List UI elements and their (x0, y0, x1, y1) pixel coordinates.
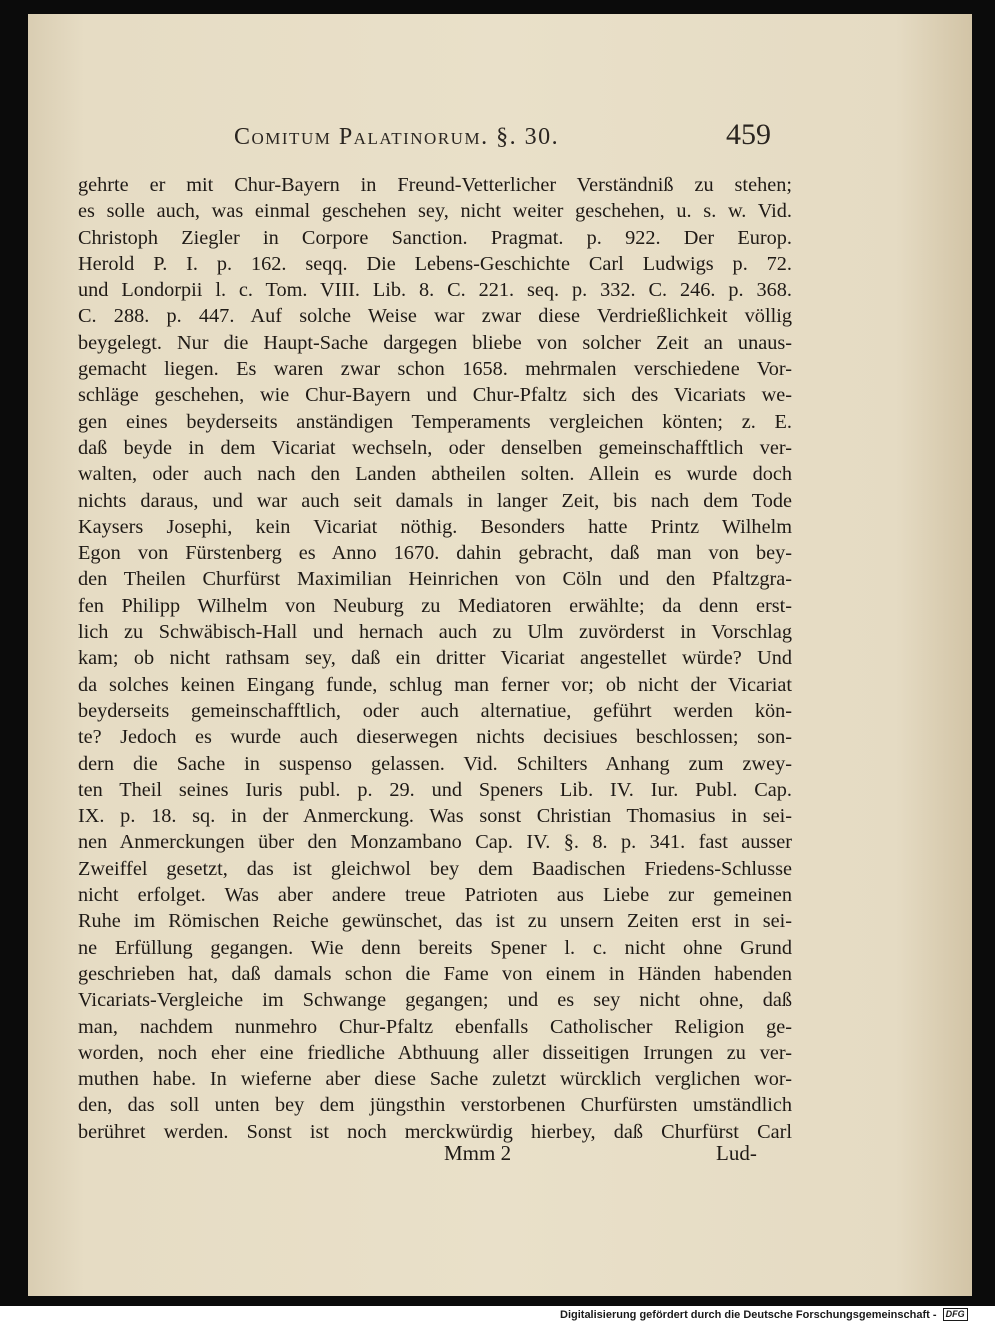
running-title: Comitum Palatinorum. §. 30. (234, 124, 560, 150)
credit-text: Digitalisierung gefördert durch die Deutsche Forschungsgemeinschaft - (560, 1309, 937, 1321)
digitization-credit (560, 1308, 968, 1321)
text-line: fen Philipp Wilhelm von Neuburg zu Mediatoren erwählte; da denn erst- (78, 594, 792, 617)
text-line: gehrte er mit Chur-Bayern in Freund-Vetterlicher Verständniß zu stehen; (78, 174, 792, 196)
text-line: nicht erfolget. Was aber andere treue Patrioten aus Liebe zur gemeinen (78, 884, 792, 907)
signature-mark: Mmm 2 (444, 1141, 512, 1165)
book-page (28, 14, 972, 1296)
text-line: geschrieben hat, daß damals schon die Fame von einem in Händen habenden (78, 962, 792, 985)
text-line: walten, oder auch nach den Landen abtheilen solten. Allein es wurde doch (78, 463, 792, 486)
text-line: lich zu Schwäbisch-Hall und hernach auch zu Ulm zuvörderst in Vorschlag (78, 621, 792, 644)
catchword: Lud- (716, 1141, 757, 1165)
text-line: muthen habe. In wieferne aber diese Sache zuletzt würcklich verglichen wor- (78, 1068, 792, 1091)
text-line: Kaysers Josephi, kein Vicariat nöthig. Besonders hatte Printz Wilhelm (78, 515, 792, 538)
text-line: ne Erfüllung gegangen. Wie denn bereits Spener l. c. nicht ohne Grund (78, 936, 792, 959)
page-header (28, 120, 972, 160)
text-line: beyderseits gemeinschafftlich, oder auch alternatiue, geführt werden kön- (78, 699, 792, 722)
text-line: gen eines beyderseits anständigen Temperaments vergleichen könten; z. E. (78, 410, 792, 433)
text-line: da solches keinen Eingang funde, schlug man ferner vor; ob nicht der Vicariat (78, 673, 792, 696)
text-line: Herold P. I. p. 162. seqq. Die Lebens-Geschichte Carl Ludwigs p. 72. (78, 252, 792, 275)
text-line: beygelegt. Nur die Haupt-Sache dargegen bliebe von solcher Zeit an unaus- (78, 331, 792, 354)
text-line: nichts daraus, und war auch seit damals in langer Zeit, bis nach dem Tode (78, 489, 792, 512)
text-line: Ruhe im Römischen Reiche gewünschet, das ist zu unsern Zeiten erst in sei- (78, 910, 792, 933)
text-line: C. 288. p. 447. Auf solche Weise war zwar diese Verdrießlichkeit völlig (78, 305, 792, 328)
text-line: den, das soll unten bey dem jüngsthin verstorbenen Churfürsten umständlich (78, 1094, 792, 1117)
text-line: dern die Sache in suspenso gelassen. Vid. Schilters Anhang zum zwey- (78, 752, 792, 775)
text-line: daß beyde in dem Vicariat wechseln, oder denselben gemeinschafftlich ver- (78, 436, 792, 459)
text-line: Christoph Ziegler in Corpore Sanction. Pragmat. p. 922. Der Europ. (78, 226, 792, 249)
text-line: Egon von Fürstenberg es Anno 1670. dahin gebracht, daß man von bey- (78, 542, 792, 565)
text-line: worden, noch eher eine friedliche Abthuung aller disseitigen Irrungen zu ver- (78, 1041, 792, 1064)
text-line: Zweiffel gesetzt, das ist gleichwol bey dem Baadischen Friedens-Schlusse (78, 857, 792, 880)
text-line: kam; ob nicht rathsam sey, daß ein dritter Vicariat angestellet würde? Und (78, 647, 792, 670)
text-line: nen Anmerckungen über den Monzambano Cap. IV. §. 8. p. 341. fast ausser (78, 831, 792, 854)
text-line: te? Jedoch es wurde auch dieserwegen nichts decisiues beschlossen; son- (78, 726, 792, 749)
text-line: den Theilen Churfürst Maximilian Heinrichen von Cöln und den Pfaltzgra- (78, 568, 792, 591)
page-body-text (78, 172, 792, 1145)
text-line: und Londorpii l. c. Tom. VIII. Lib. 8. C. 221. seq. p. 332. C. 246. p. 368. (78, 279, 792, 302)
dfg-logo: DFG (943, 1308, 968, 1321)
text-line: berühret werden. Sonst ist noch merckwürdig hierbey, daß Churfürst Carl (78, 1120, 792, 1143)
page-number: 459 (726, 118, 771, 151)
text-line: Vicariats-Vergleiche im Schwange gegangen; und es sey nicht ohne, daß (78, 989, 792, 1012)
text-line: IX. p. 18. sq. in der Anmerckung. Was sonst Christian Thomasius in sei- (78, 805, 792, 828)
text-line: schläge geschehen, wie Chur-Bayern und Chur-Pfaltz sich des Vicariats we- (78, 384, 792, 407)
text-line: gemacht liegen. Es waren zwar schon 1658. mehrmalen verschiedene Vor- (78, 358, 792, 381)
text-line: ten Theil seines Iuris publ. p. 29. und Speners Lib. IV. Iur. Publ. Cap. (78, 778, 792, 801)
page-footer (28, 1141, 972, 1175)
text-line: es solle auch, was einmal geschehen sey, nicht weiter geschehen, u. s. w. Vid. (78, 200, 792, 223)
text-line: man, nachdem nunmehro Chur-Pfaltz ebenfalls Catholischer Religion ge- (78, 1015, 792, 1038)
